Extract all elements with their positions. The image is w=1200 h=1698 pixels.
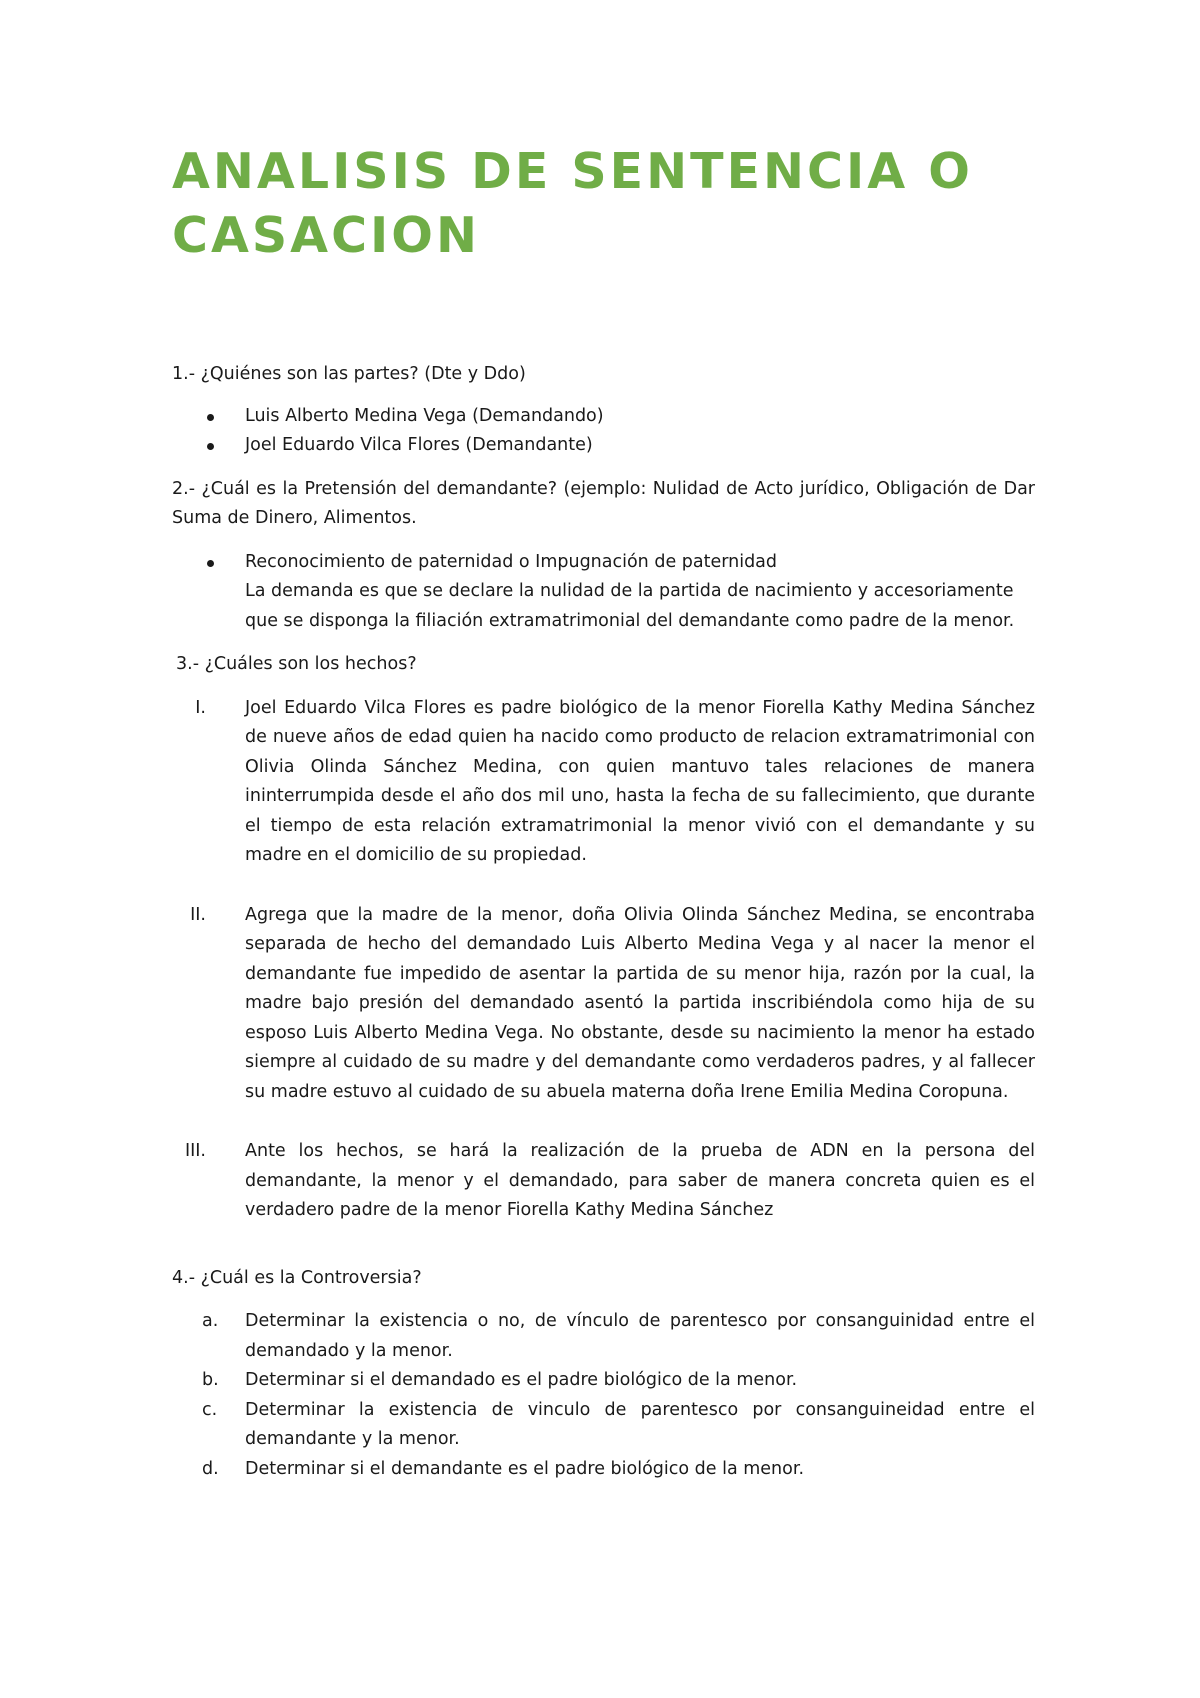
controversy-list	[172, 1307, 1035, 1484]
question-3: 3.- ¿Cuáles son los hechos?	[176, 654, 417, 674]
question-2: 2.- ¿Cuál es la Pretensión del demandante? (ejemplo: Nulidad de Acto jurídico, Obligación de Dar Suma de Dinero, Alimentos.	[172, 478, 1035, 528]
document-body	[172, 360, 1035, 1484]
claim-title: Reconocimiento de paternidad o Impugnación de paternidad	[245, 551, 778, 572]
list-item: a. Determinar la existencia o no, de vínculo de parentesco por consanguinidad entre el demandado y la menor.	[202, 1311, 1035, 1361]
list-item: Luis Alberto Medina Vega (Demandando)	[172, 402, 1035, 432]
list-item: d. Determinar si el demandante es el padre biológico de la menor.	[202, 1458, 805, 1479]
list-item: II. Agrega que la madre de la menor, doña Olivia Olinda Sánchez Medina, se encontraba separada de hecho del demandado Luis Alberto Medina Vega y al nacer la menor el demandante fue impedido de asentar la partida de su menor hija, razón por la cual, la madre bajo presión del demandado asentó la partida inscribiéndola como hija de su esposo Luis Alberto Medina Vega. No obstante, desde su nacimiento la menor ha estado siempre al cuidado de su madre y del demandante como verdaderos padres, y al fallecer su madre estuvo al cuidado de su abuela materna doña Irene Emilia Medina Coropuna.	[190, 904, 1035, 1102]
document-title: ANALISIS DE SENTENCIA O CASACION	[172, 143, 973, 264]
list-item: III. Ante los hechos, se hará la realización de la prueba de ADN en la persona del demandante, la menor y el demandado, para saber de manera concreta quien es el verdadero padre de la menor Fiorella Kathy Medina Sánchez	[184, 1141, 1035, 1220]
facts-list	[172, 694, 1035, 1226]
list-item	[172, 548, 1035, 637]
question-1: 1.- ¿Quiénes son las partes? (Dte y Ddo)	[172, 364, 526, 384]
bullet-icon	[207, 414, 214, 421]
list-item: Joel Eduardo Vilca Flores (Demandante)	[172, 431, 1035, 461]
list-item: b. Determinar si el demandado es el padre biológico de la menor.	[202, 1370, 798, 1390]
bullet-icon	[207, 560, 214, 567]
claim-text: La demanda es que se declare la nulidad de la partida de nacimiento y accesoriamente que se disponga la filiación extramatrimonial del demandante como padre de la menor.	[245, 581, 1015, 631]
parties-list	[172, 402, 1035, 461]
list-item: c. Determinar la existencia de vinculo de parentesco por consanguineidad entre el demandante y la menor.	[202, 1399, 1035, 1449]
question-4: 4.- ¿Cuál es la Controversia?	[172, 1267, 422, 1288]
claim-list	[172, 548, 1035, 637]
bullet-icon	[207, 443, 214, 450]
list-item: I. Joel Eduardo Vilca Flores es padre biológico de la menor Fiorella Kathy Medina Sánchez de nueve años de edad quien ha nacido como producto de relacion extramatrimonial con Olivia Olinda Sánchez Medina, con quien mantuvo tales relaciones de manera ininterrumpida desde el año dos mil uno, hasta la fecha de su fallecimiento, que durante el tiempo de esta relación extramatrimonial la menor vivió con el demandante y su madre en el domicilio de su propiedad.	[195, 697, 1035, 865]
